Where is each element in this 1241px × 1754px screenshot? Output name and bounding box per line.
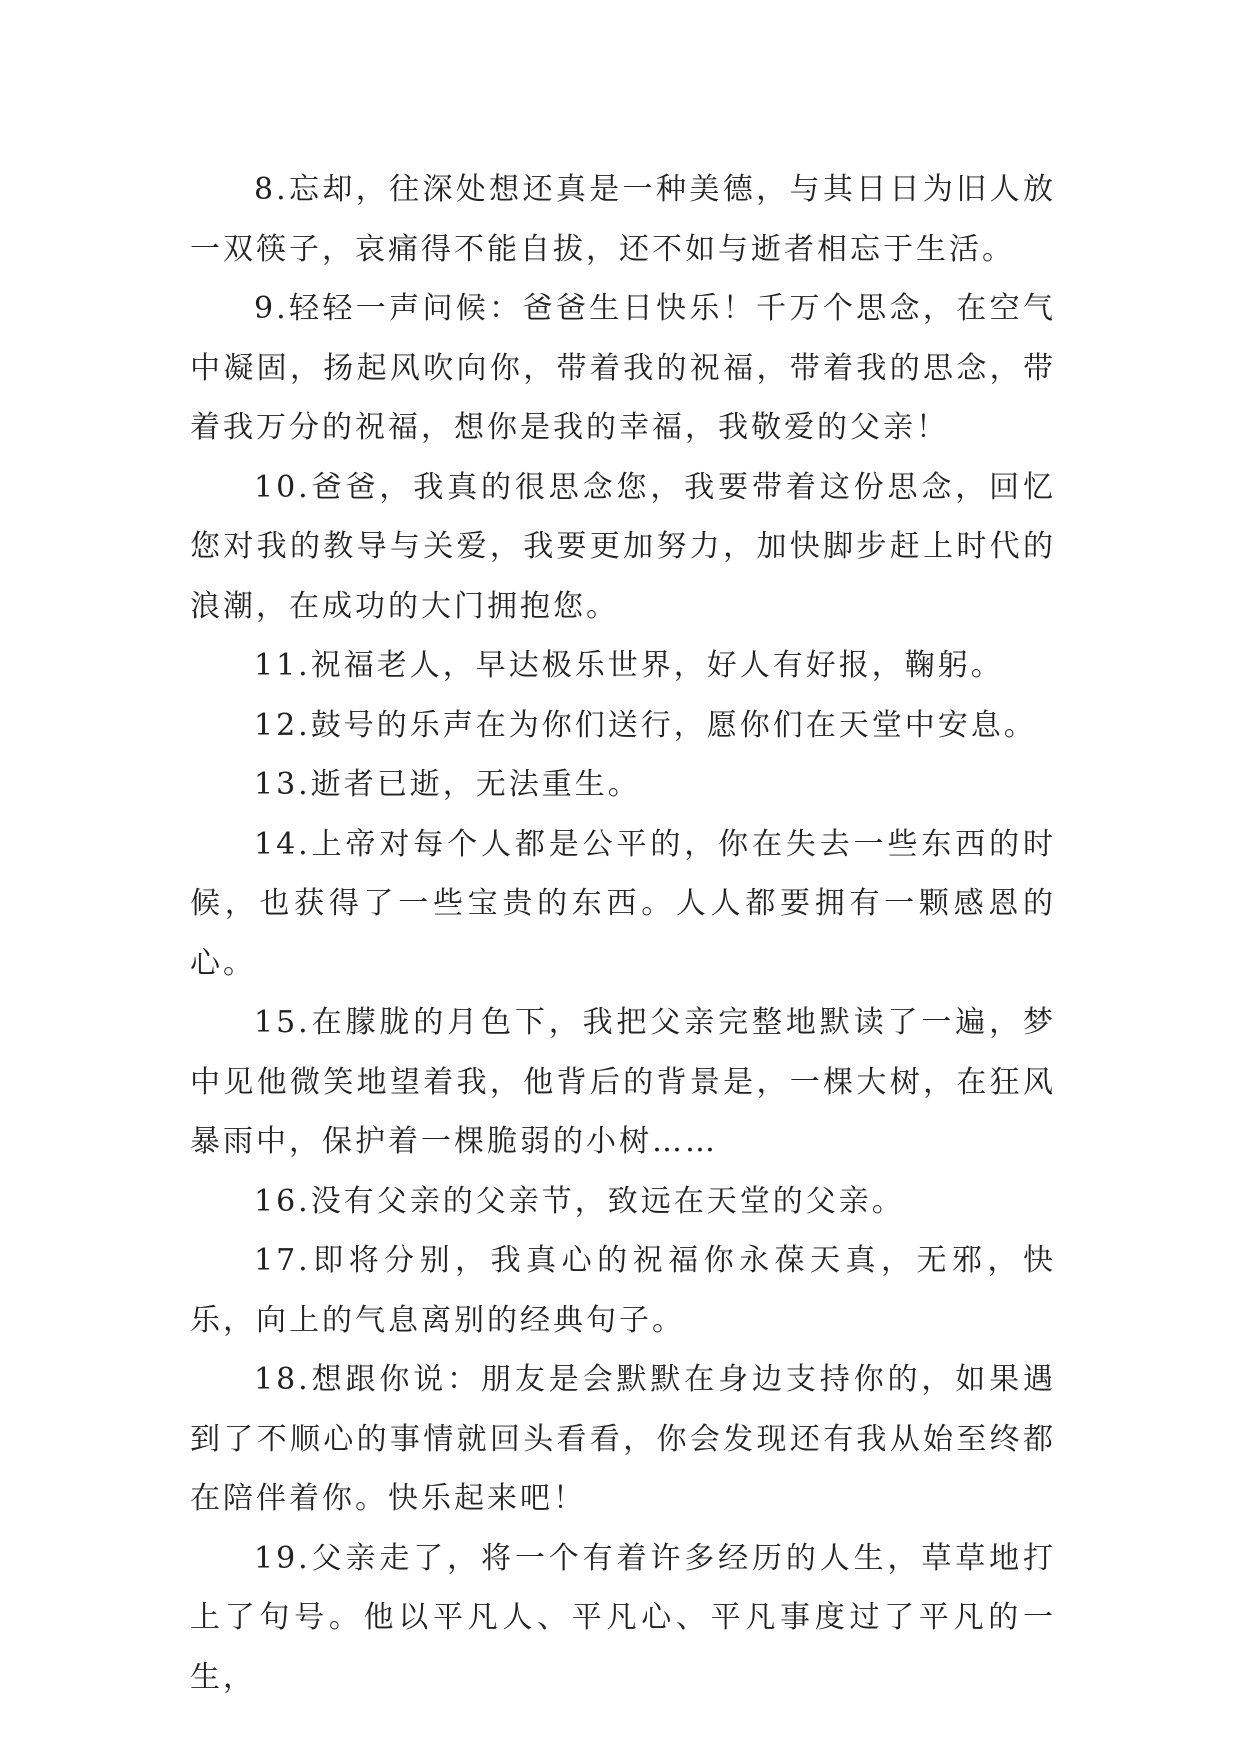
document-body [190,160,1056,1707]
paragraph-13: 13.逝者已逝，无法重生。 [254,767,641,802]
paragraph-17: 17.即将分别，我真心的祝福你永葆天真，无邪，快乐，向上的气息离别的经典句子。 [190,1243,1056,1338]
paragraph-12: 12.鼓号的乐声在为你们送行，愿你们在天堂中安息。 [254,707,1037,743]
paragraph-16: 16.没有父亲的父亲节，致远在天堂的父亲。 [254,1183,905,1219]
paragraph-14: 14.上帝对每个人都是公平的，你在失去一些东西的时候，也获得了一些宝贵的东西。人人都要拥有一颗感恩的心。 [190,826,1056,981]
paragraph-10: 10.爸爸，我真的很思念您，我要带着这份思念，回忆您对我的教导与关爱，我要更加努力，加快脚步赶上时代的浪潮，在成功的大门拥抱您。 [190,469,1056,624]
paragraph-19: 19.父亲走了，将一个有着许多经历的人生，草草地打上了句号。他以平凡人、平凡心、平凡事度过了平凡的一生， [190,1540,1056,1695]
paragraph-15: 15.在朦胧的月色下，我把父亲完整地默读了一遍，梦中见他微笑地望着我，他背后的背景是，一棵大树，在狂风暴雨中，保护着一棵脆弱的小树…… [190,1005,1056,1159]
paragraph-9: 9.轻轻一声问候：爸爸生日快乐！千万个思念，在空气中凝固，扬起风吹向你，带着我的祝福，带着我的思念，带着我万分的祝福，想你是我的幸福，我敬爱的父亲！ [190,291,1056,445]
paragraph-8: 8.忘却，往深处想还真是一种美德，与其日日为旧人放一双筷子，哀痛得不能自拔，还不如与逝者相忘于生活。 [190,172,1056,267]
paragraph-18: 18.想跟你说：朋友是会默默在身边支持你的，如果遇到了不顺心的事情就回头看看，你会发现还有我从始至终都在陪伴着你。快乐起来吧！ [190,1362,1056,1516]
paragraph-11: 11.祝福老人，早达极乐世界，好人有好报，鞠躬。 [254,648,1004,683]
